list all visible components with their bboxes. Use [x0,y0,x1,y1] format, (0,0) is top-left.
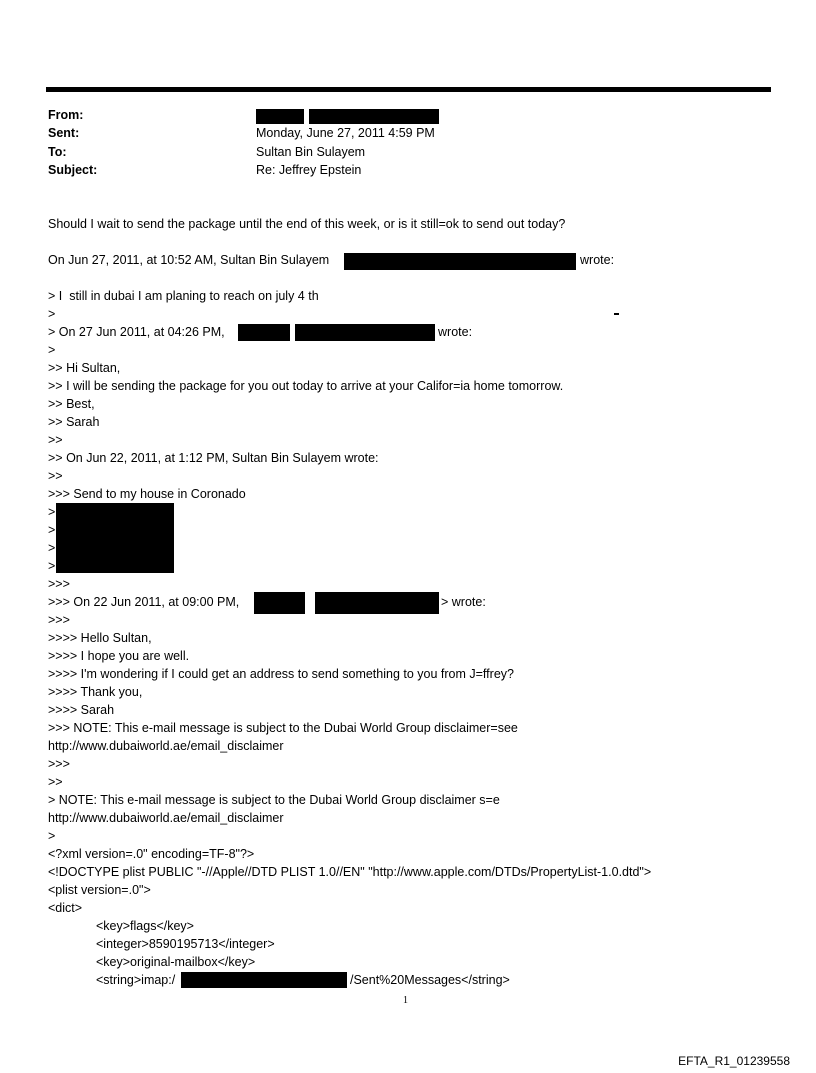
body-line: <key>original-mailbox</key> [96,955,256,969]
subject-value: Re: Jeffrey Epstein [256,163,362,177]
disclaimer-url: http://www.dubaiworld.ae/email_disclaimer [48,811,284,825]
redaction [309,109,439,124]
sent-label: Sent: [48,126,80,140]
body-line: >>> [48,577,70,591]
body-line: <key>flags</key> [96,919,194,933]
body-line: Should I wait to send the package until the end of this week, or is it still=ok to send out today? [48,217,566,231]
body-line: /Sent%20Messages</string> [350,973,510,987]
body-line: wrote: [580,253,615,267]
bates-number: EFTA_R1_01239558 [678,1054,790,1068]
body-line: <plist version=.0"> [48,883,151,897]
body-line: >>>> I hope you are well. [48,649,190,663]
body-line: >> I will be sending the package for you out today to arrive at your Califor=ia home tomorrow. [48,379,564,393]
sent-value: Monday, June 27, 2011 4:59 PM [256,126,435,140]
body-line: > [48,541,56,555]
body-line: > [48,559,56,573]
body-line: >> Hi Sultan, [48,361,121,375]
body-line: > NOTE: This e-mail message is subject to the Dubai World Group disclaimer s=e [48,793,500,807]
redaction-mark [614,313,619,315]
body-line: > [48,829,56,843]
body-line: >> On Jun 22, 2011, at 1:12 PM, Sultan Bin Sulayem wrote: [48,451,379,465]
body-line: > [48,505,56,519]
body-line: <!DOCTYPE plist PUBLIC "-//Apple//DTD PLIST 1.0//EN" "http://www.apple.com/DTDs/PropertyList-1.0.dtd"> [48,865,652,879]
body-line: > [48,343,56,357]
page-number: 1 [403,995,408,1006]
body-line: >>> [48,613,70,627]
body-line: <?xml version=.0" encoding=TF-8"?> [48,847,255,861]
redaction [295,324,435,341]
disclaimer-url: http://www.dubaiworld.ae/email_disclaimer [48,739,284,753]
body-line: >>>> Sarah [48,703,115,717]
body-line: <dict> [48,901,83,915]
body-line: >>>> I'm wondering if I could get an address to send something to you from J=ffrey? [48,667,514,681]
body-line: >>> [48,757,70,771]
body-line: >> Best, [48,397,95,411]
body-line: > On 27 Jun 2011, at 04:26 PM, [48,325,229,339]
body-line: <string>imap:/ [96,973,176,987]
redaction [344,253,576,270]
to-label: To: [48,145,67,159]
body-line: > [48,307,56,321]
redaction [181,972,347,988]
body-line: >>> On 22 Jun 2011, at 09:00 PM, [48,595,243,609]
redaction [315,592,439,614]
body-line: > [48,523,56,537]
body-line: On Jun 27, 2011, at 10:52 AM, Sultan Bin Sulayem [48,253,330,267]
body-line: > I still in dubai I am planing to reach on july 4 th [48,289,319,303]
body-line: >> Sarah [48,415,100,429]
redaction [256,109,304,124]
header-rule [46,87,771,92]
body-line: >>>> Thank you, [48,685,143,699]
body-line: >> [48,433,63,447]
body-line: > wrote: [441,595,486,609]
redaction [238,324,290,341]
body-line: <integer>8590195713</integer> [96,937,275,951]
body-line: >> [48,469,63,483]
redaction [254,592,305,614]
body-line: >>> Send to my house in Coronado [48,487,246,501]
redaction-block [56,503,174,573]
subject-label: Subject: [48,163,98,177]
to-value: Sultan Bin Sulayem [256,145,366,159]
body-line: >>>> Hello Sultan, [48,631,152,645]
body-line: wrote: [438,325,473,339]
body-line: >> [48,775,63,789]
from-label: From: [48,108,84,122]
body-line: >>> NOTE: This e-mail message is subject to the Dubai World Group disclaimer=see [48,721,518,735]
